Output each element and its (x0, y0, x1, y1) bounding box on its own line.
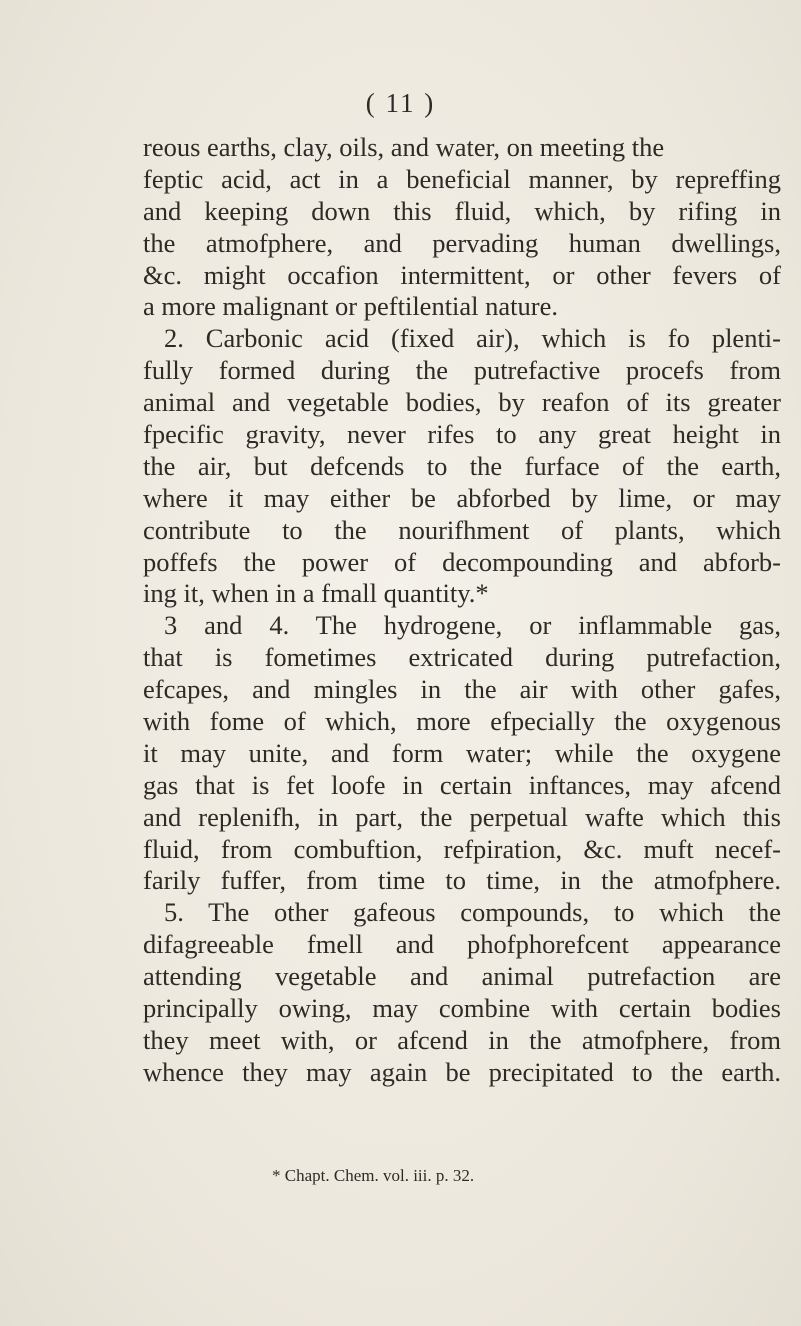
text-line: contribute to the nourifhment of plants, which (143, 514, 781, 545)
text-line: 5. The other gafeous compounds, to which the (164, 897, 781, 928)
text-line: 2. Carbonic acid (fixed air), which is fo plenti- (164, 323, 781, 354)
text-line: they meet with, or afcend in the atmofphere, from (143, 1024, 781, 1055)
text-line: fluid, from combuftion, refpiration, &c. muft necef- (143, 833, 781, 864)
text-line: efcapes, and mingles in the air with other gafes, (143, 674, 781, 705)
text-line: principally owing, may combine with certain bodies (143, 993, 781, 1024)
text-line: difagreeable fmell and phofphorefcent appearance (143, 929, 781, 960)
page-number: ( 11 ) (365, 88, 436, 118)
text-line: &c. might occafion intermittent, or other fevers of (143, 259, 781, 290)
text-line: attending vegetable and animal putrefaction are (143, 961, 781, 992)
text-line: fully formed during the putrefactive procefs from (143, 355, 781, 386)
text-line: and replenifh, in part, the perpetual wafte which this (143, 801, 781, 832)
text-line: a more malignant or peftilential nature. (143, 291, 559, 322)
text-line: and keeping down this fluid, which, by rifing in (143, 195, 781, 226)
text-line: ing it, when in a fmall quantity.* (143, 578, 489, 609)
text-line: the air, but defcends to the furface of the earth, (143, 450, 781, 481)
text-line: reous earths, clay, oils, and water, on meeting the (143, 132, 665, 162)
text-line: animal and vegetable bodies, by reafon of its greater (143, 387, 781, 418)
text-line: farily fuffer, from time to time, in the atmofphere. (143, 865, 781, 896)
text-line: that is fometimes extricated during putrefaction, (143, 642, 781, 673)
text-line: it may unite, and form water; while the oxygene (143, 737, 781, 768)
text-line: fpecific gravity, never rifes to any great height in (143, 419, 781, 450)
body-text (143, 132, 781, 1089)
footnote: * Chapt. Chem. vol. iii. p. 32. (272, 1166, 475, 1185)
text-line: with fome of which, more efpecially the oxygenous (143, 706, 781, 737)
text-line: where it may either be abforbed by lime, or may (143, 482, 781, 513)
text-line: poffefs the power of decompounding and abforb- (143, 546, 781, 577)
text-line: 3 and 4. The hydrogene, or inflammable gas, (164, 610, 781, 641)
text-line: feptic acid, act in a beneficial manner, by repreffing (143, 163, 781, 194)
text-line: whence they may again be precipitated to the earth. (143, 1056, 781, 1087)
text-line: gas that is fet loofe in certain inftances, may afcend (143, 769, 781, 800)
text-line: the atmofphere, and pervading human dwellings, (143, 227, 781, 258)
